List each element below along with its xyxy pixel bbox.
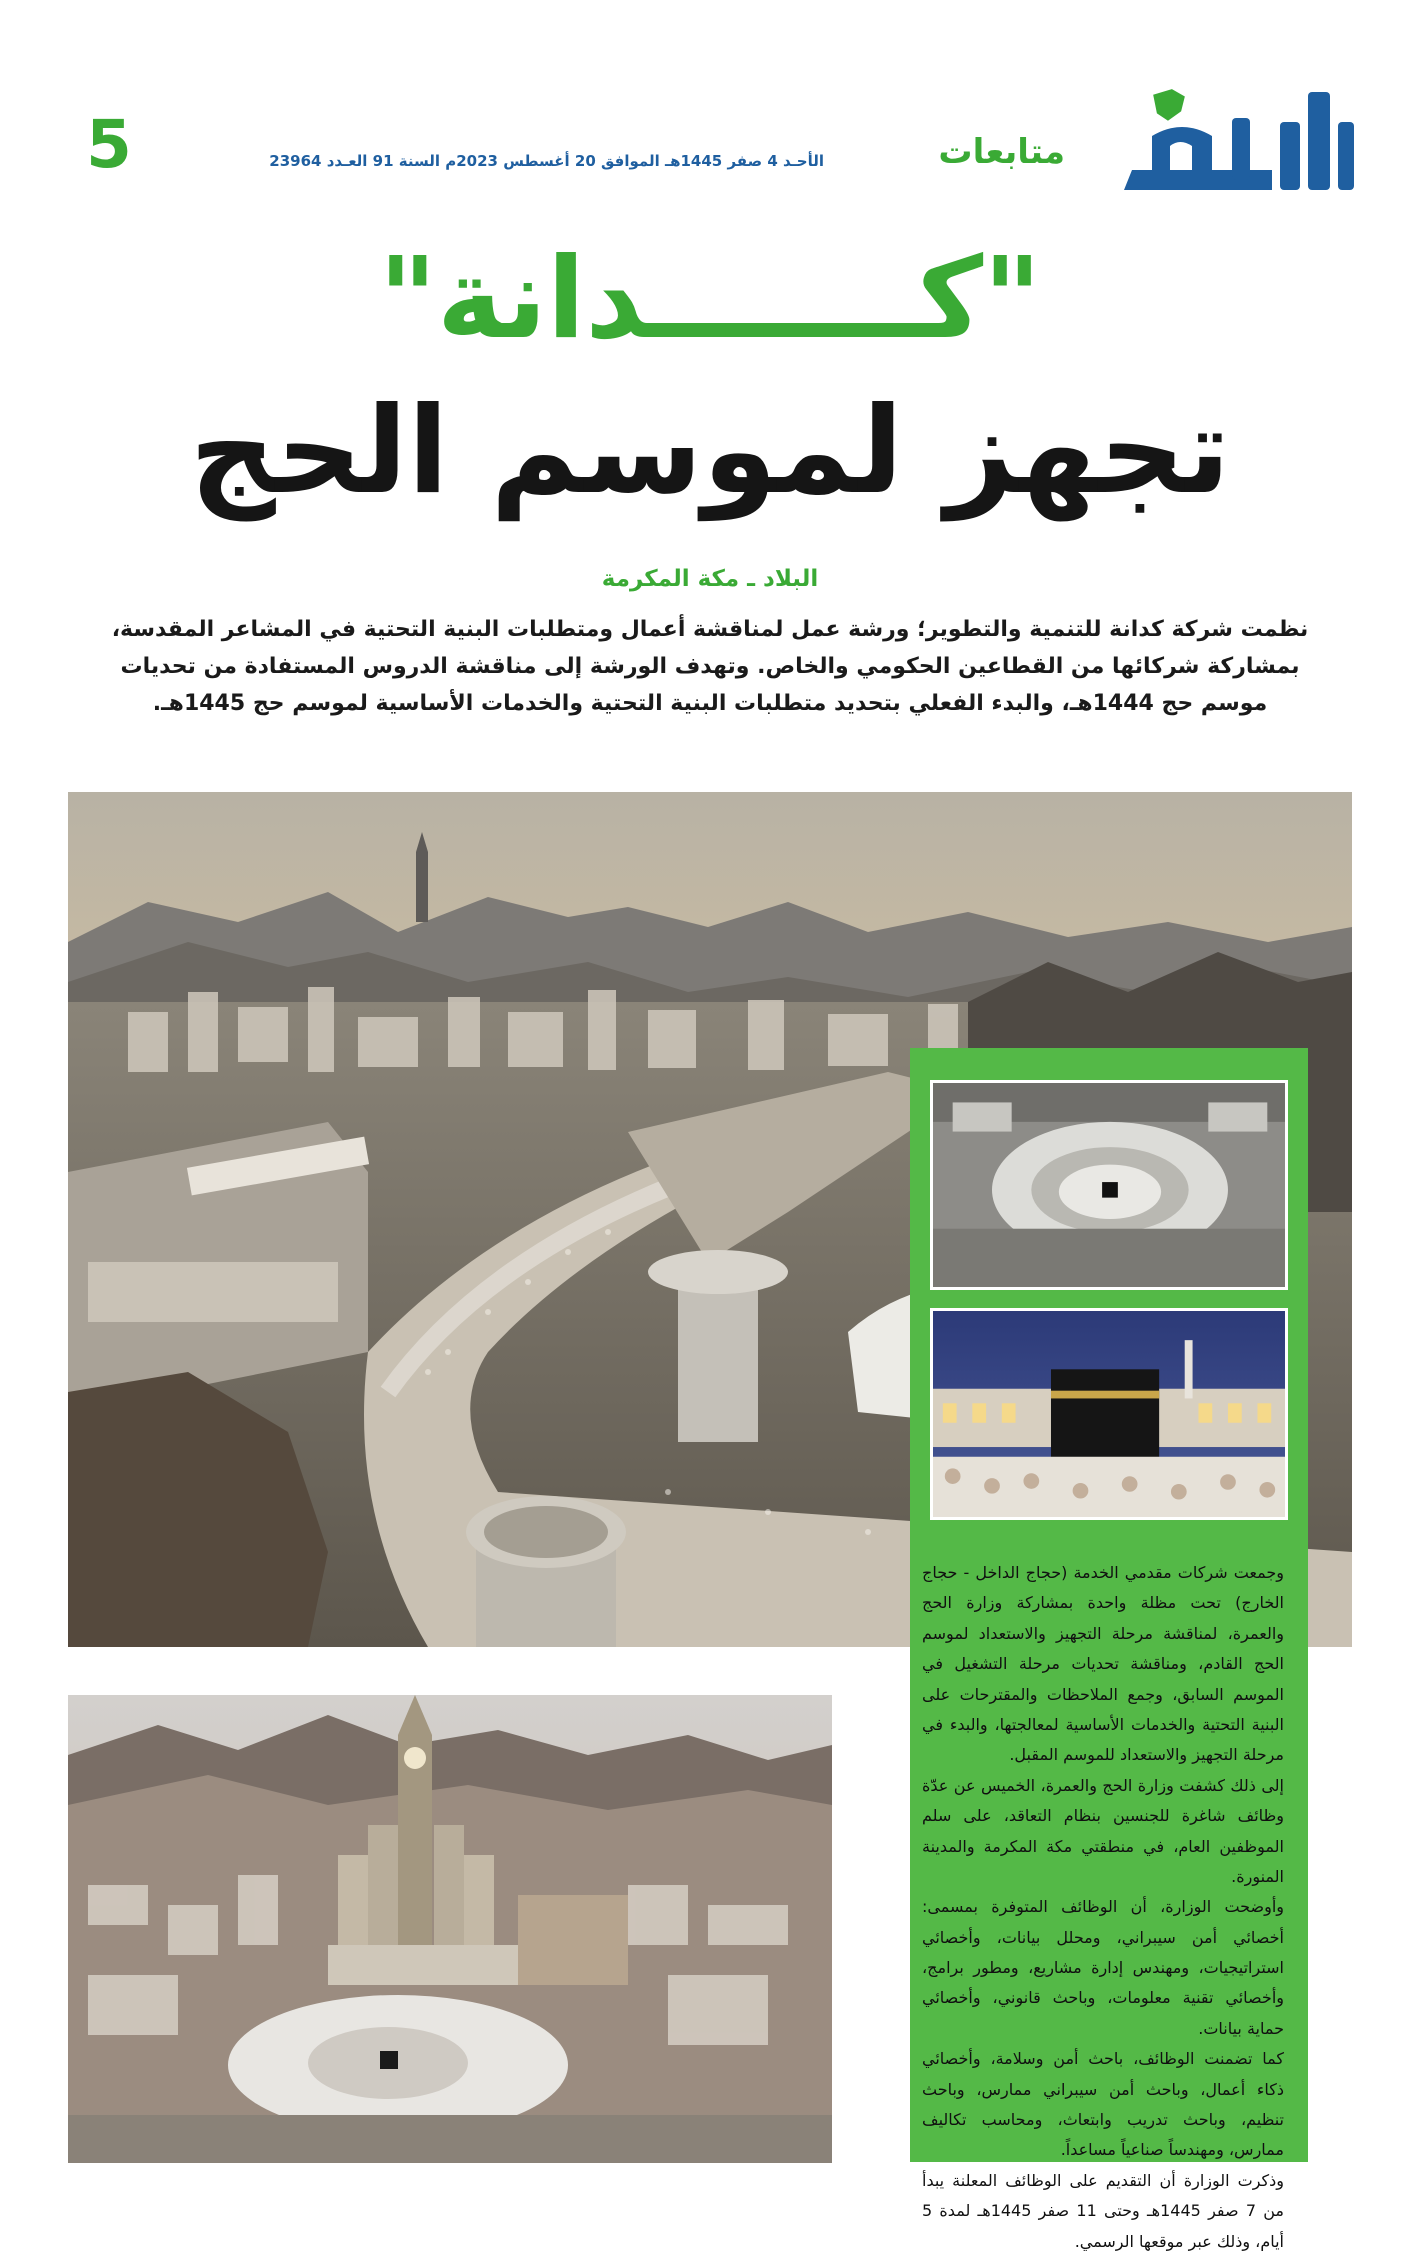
inset-photo-kaaba-night xyxy=(930,1308,1288,1520)
sidebar-paragraph: وجمعت شركات مقدمي الخدمة (حجاج الداخل - حجاج الخارج) تحت مظلة واحدة بمشاركة وزارة الحج والعمرة، لمناقشة مرحلة التجهيز والاستعداد لموسم الحج القادم، ومناقشة تحديات مرحلة التشغيل في الموسم السابق، وجمع الملاحظات والمقترحات على البنية التحتية والخدمات الأساسية لمعالجتها، والبدء في مرحلة التجهيز والاستعداد للموسم المقبل. xyxy=(922,1563,1284,1765)
masjid-al-haram-aerial-icon xyxy=(933,1083,1285,1287)
headline: تجهز لموسم الحج xyxy=(189,382,1231,521)
page-number: 5 xyxy=(86,106,132,183)
byline: البلاد ـ مكة المكرمة xyxy=(601,566,819,592)
saudi-map-icon xyxy=(1152,88,1186,122)
sidebar-paragraph: وذكرت الوزارة أن التقديم على الوظائف المعلنة يبدأ من 7 صفر 1445هـ وحتى 11 صفر 1445هـ لمدة 5 أيام، وذلك عبر موقعها الرسمي. xyxy=(922,2170,1284,2251)
lead-paragraph: نظمت شركة كدانة للتنمية والتطوير؛ ورشة عمل لمناقشة أعمال ومتطلبات البنية التحتية في المشاعر المقدسة، بمشاركة شركائها من القطاعين الحكومي والخاص. وتهدف الورشة إلى مناقشة الدروس المستفادة من تحديات موسم حج 1444هـ، والبدء الفعلي بتحديد متطلبات البنية التحتية والخدمات الأساسية لموسم حج 1445هـ. xyxy=(111,617,1309,716)
inset-photo-haram-aerial xyxy=(930,1080,1288,1290)
kaaba-night-crowd-icon xyxy=(933,1311,1285,1517)
headline-kicker: "كـــــــدانة" xyxy=(378,234,1042,364)
section-label: متابعات xyxy=(938,132,1065,172)
newspaper-logo xyxy=(1112,82,1362,212)
al-bilad-logo-icon xyxy=(1112,82,1362,212)
sidebar-paragraph: إلى ذلك كشفت وزارة الحج والعمرة، الخميس عن عدّة وظائف شاغرة للجنسين بنظام التعاقد، على سلم الموظفين العام، في منطقتي مكة المكرمة والمدينة المنورة. xyxy=(922,1775,1284,1886)
aerial-view-makkah-clock-tower-icon xyxy=(68,1695,832,2163)
sidebar-paragraph: وأوضحت الوزارة، أن الوظائف المتوفرة بمسمى: أخصائي أمن سيبراني، ومحلل بيانات، وأخصائي استراتيجيات، ومهندس إدارة مشاريع، ومطور برامج، وأخصائي تقنية معلومات، وباحث قانوني، وأخصائي حماية بيانات. xyxy=(922,1897,1284,2038)
issue-date-line: الأحـد 4 صفر 1445هـ الموافق 20 أغسطس 2023م السنة 91 العـدد 23964 xyxy=(269,152,824,170)
clock-tower-photo xyxy=(68,1695,832,2163)
sidebar-paragraph: كما تضمنت الوظائف، باحث أمن وسلامة، وأخصائي ذكاء أعمال، وباحث أمن سيبراني ممارس، وباحث تنظيم، وباحث تدريب وابتعاث، ومحاسب تكاليف ممارس، ومهندساً صناعياً مساعداً. xyxy=(922,2049,1284,2160)
sidebar-box xyxy=(910,1048,1308,2251)
sidebar-article-body xyxy=(910,1558,1300,2257)
